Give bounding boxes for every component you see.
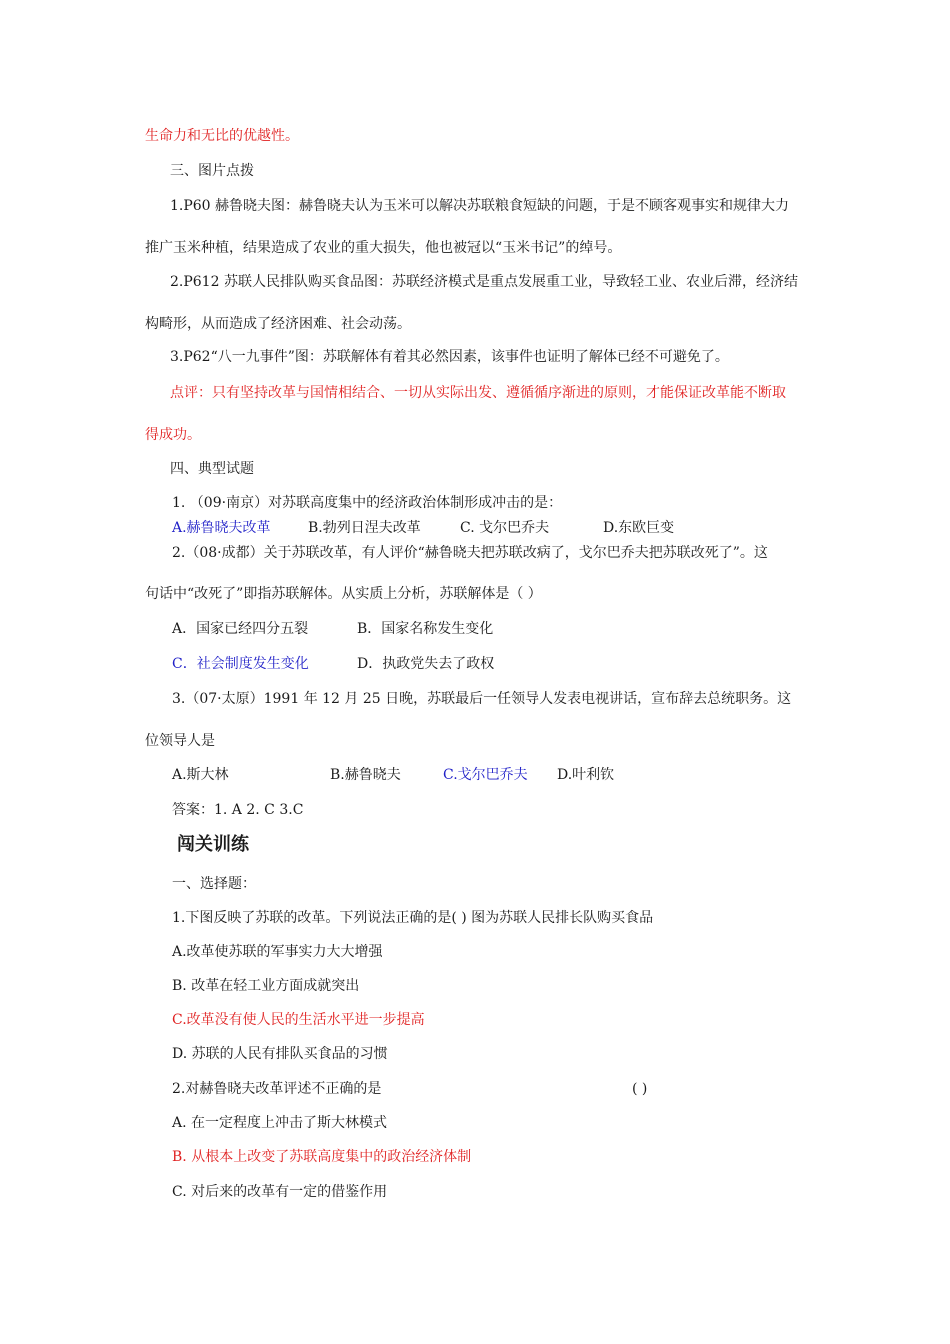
q2-option-c: C．社会制度发生变化 [172, 656, 309, 672]
q3-option-b: B.赫鲁晓夫 [330, 767, 401, 783]
text-line: 生命力和无比的优越性。 [145, 128, 299, 144]
question-2: 2.（08·成都）关于苏联改革，有人评价“赫鲁晓夫把苏联改病了，戈尔巴乔夫把苏联改死了”。这 [172, 545, 768, 561]
q3-option-c: C.戈尔巴乔夫 [443, 767, 528, 783]
q1-option-d: D.东欧巨变 [603, 520, 675, 536]
q1-option-b: B.勃列日涅夫改革 [308, 520, 421, 536]
question-1: 1. （09·南京）对苏联高度集中的经济政治体制形成冲击的是： [172, 495, 563, 511]
exercise-2-option-c: C. 对后来的改革有一定的借鉴作用 [172, 1184, 388, 1200]
q3-option-d: D.叶利钦 [557, 767, 615, 783]
q1-option-a: A.赫鲁晓夫改革 [172, 520, 271, 536]
section-heading-picture-tips: 三、图片点拨 [170, 163, 254, 179]
text-line: 推广玉米种植，结果造成了农业的重大损失，他也被冠以“玉米书记”的绰号。 [145, 240, 622, 256]
text-line: 位领导人是 [145, 733, 215, 749]
exercise-2: 2.对赫鲁晓夫改革评述不正确的是 [172, 1081, 382, 1097]
answer-blank: ( ) [632, 1081, 648, 1097]
exercise-1-option-b: B. 改革在轻工业方面成就突出 [172, 978, 360, 994]
q1-option-c: C. 戈尔巴乔夫 [460, 520, 550, 536]
exercise-2-option-b: B. 从根本上改变了苏联高度集中的政治经济体制 [172, 1149, 472, 1165]
section-heading-typical-questions: 四、典型试题 [170, 461, 254, 477]
q3-option-a: A.斯大林 [172, 767, 229, 783]
exercise-1-option-a: A.改革使苏联的军事实力大大增强 [172, 944, 383, 960]
comment-line: 得成功。 [145, 427, 201, 443]
q2-option-a: A．国家已经四分五裂 [172, 621, 309, 637]
text-line: 1.P60 赫鲁晓夫图：赫鲁晓夫认为玉米可以解决苏联粮食短缺的问题，于是不顾客观事实和规律大力 [170, 198, 790, 214]
q2-option-b: B．国家名称发生变化 [357, 621, 494, 637]
answer-key: 答案：1. A 2. C 3.C [172, 802, 304, 818]
text-line: 3.P62“八一九事件”图：苏联解体有着其必然因素，该事件也证明了解体已经不可避免了。 [170, 349, 729, 365]
exercise-1: 1.下图反映了苏联的改革。下列说法正确的是( ) 图为苏联人民排长队购买食品 [172, 910, 654, 926]
text-line: 句话中“改死了”即指苏联解体。从实质上分析，苏联解体是（ ） [145, 586, 542, 602]
question-3: 3.（07·太原）1991 年 12 月 25 日晚，苏联最后一任领导人发表电视讲话，宣布辞去总统职务。这 [172, 691, 792, 707]
page-title-training: 闯关训练 [177, 834, 249, 855]
text-line: 2.P612 苏联人民排队购买食品图：苏联经济模式是重点发展重工业，导致轻工业、农业后滞，经济结 [170, 274, 798, 290]
exercise-2-option-a: A. 在一定程度上冲击了斯大林模式 [172, 1115, 388, 1131]
exercise-1-option-d: D. 苏联的人民有排队买食品的习惯 [172, 1046, 388, 1062]
text-line: 构畸形，从而造成了经济困难、社会动荡。 [145, 316, 411, 332]
exercise-1-option-c: C.改革没有使人民的生活水平进一步提高 [172, 1012, 425, 1028]
comment-line: 点评：只有坚持改革与国情相结合、一切从实际出发、遵循循序渐进的原则，才能保证改革能不断取 [170, 385, 786, 401]
section-heading-multiple-choice: 一、选择题： [172, 876, 256, 892]
q2-option-d: D．执政党失去了政权 [357, 656, 495, 672]
